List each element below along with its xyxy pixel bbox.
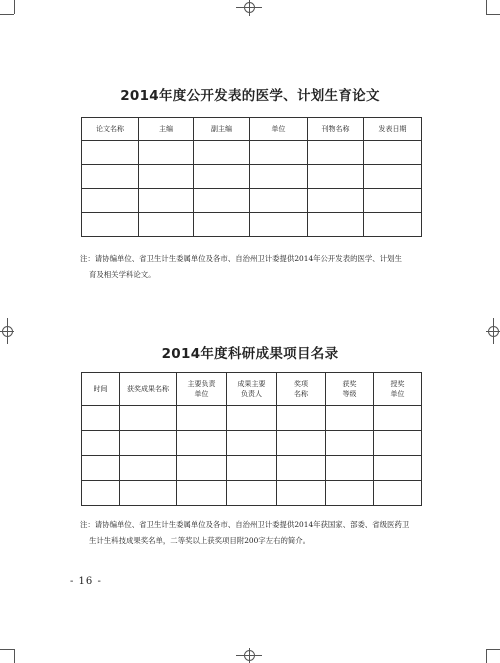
table-cell[interactable] [227,431,277,456]
table-cell[interactable] [120,456,177,481]
table-cell[interactable] [227,481,277,506]
table-cell[interactable] [277,456,326,481]
table-cell[interactable] [374,406,422,431]
table-cell[interactable] [374,481,422,506]
papers-header-title: 论文名称 [82,118,139,141]
table-cell[interactable] [139,213,194,237]
table-cell[interactable] [82,213,139,237]
table-cell[interactable] [364,189,422,213]
research-header-lead-person: 成果主要 负责人 [227,373,277,406]
table-cell[interactable] [82,141,139,165]
table-cell[interactable] [82,431,120,456]
table-cell[interactable] [308,165,364,189]
table-row [82,481,422,506]
research-header-award-name: 奖项 名称 [277,373,326,406]
papers-note-line-2: 育及相关学科论文。 [89,270,156,279]
table-cell[interactable] [277,431,326,456]
research-table [81,372,422,506]
table-cell[interactable] [82,165,139,189]
table-cell[interactable] [277,406,326,431]
research-table-header-row [82,373,422,406]
table-cell[interactable] [308,213,364,237]
table-cell[interactable] [139,165,194,189]
page-number: - 16 - [70,576,102,587]
papers-note [80,251,425,283]
table-cell[interactable] [250,165,308,189]
table-cell[interactable] [227,406,277,431]
table-cell[interactable] [194,165,250,189]
table-cell[interactable] [82,189,139,213]
table-cell[interactable] [120,431,177,456]
table-cell[interactable] [227,456,277,481]
table-cell[interactable] [194,213,250,237]
table-cell[interactable] [120,481,177,506]
table-cell[interactable] [326,431,374,456]
papers-header-journal: 刊物名称 [308,118,364,141]
papers-table-header-row [82,118,422,141]
table-cell[interactable] [277,481,326,506]
research-header-awarding-unit: 授奖 单位 [374,373,422,406]
table-cell[interactable] [82,456,120,481]
table-cell[interactable] [139,141,194,165]
table-cell[interactable] [364,213,422,237]
table-cell[interactable] [177,456,227,481]
table-cell[interactable] [177,431,227,456]
table-row [82,165,422,189]
table-cell[interactable] [250,141,308,165]
table-cell[interactable] [250,213,308,237]
table-cell[interactable] [82,406,120,431]
table-row [82,431,422,456]
table-cell[interactable] [194,141,250,165]
table-cell[interactable] [250,189,308,213]
table-cell[interactable] [177,406,227,431]
research-note-line-1: 注：请协编单位、省卫生计生委属单位及各市、自治州卫计委提供2014年获国家、部委、省级医药卫 [80,520,410,529]
papers-table-title: 2014年度公开发表的医学、计划生育论文 [120,88,380,104]
research-header-lead-unit: 主要负责 单位 [177,373,227,406]
table-cell[interactable] [194,189,250,213]
table-cell[interactable] [326,481,374,506]
table-row [82,141,422,165]
table-cell[interactable] [308,141,364,165]
table-row [82,189,422,213]
table-cell[interactable] [139,189,194,213]
table-cell[interactable] [374,456,422,481]
research-table-title: 2014年度科研成果项目名录 [161,346,339,362]
papers-header-associate-editor: 副主编 [194,118,250,141]
papers-header-editor: 主编 [139,118,194,141]
research-note-line-2: 生计生科技成果奖名单，二等奖以上获奖项目附200字左右的简介。 [89,536,311,545]
research-header-award-level: 获奖 等级 [326,373,374,406]
table-cell[interactable] [120,406,177,431]
papers-note-line-1: 注：请协编单位、省卫生计生委属单位及各市、自治州卫计委提供2014年公开发表的医学、计划生 [80,254,402,263]
research-header-time: 时间 [82,373,120,406]
table-cell[interactable] [177,481,227,506]
table-cell[interactable] [364,165,422,189]
research-note [80,517,425,549]
papers-header-date: 发表日期 [364,118,422,141]
table-cell[interactable] [326,456,374,481]
papers-header-unit: 单位 [250,118,308,141]
table-row [82,213,422,237]
table-cell[interactable] [308,189,364,213]
table-cell[interactable] [364,141,422,165]
table-row [82,406,422,431]
research-header-achievement-name: 获奖成果名称 [120,373,177,406]
papers-table [81,117,422,237]
table-cell[interactable] [374,431,422,456]
table-row [82,456,422,481]
table-cell[interactable] [326,406,374,431]
table-cell[interactable] [82,481,120,506]
